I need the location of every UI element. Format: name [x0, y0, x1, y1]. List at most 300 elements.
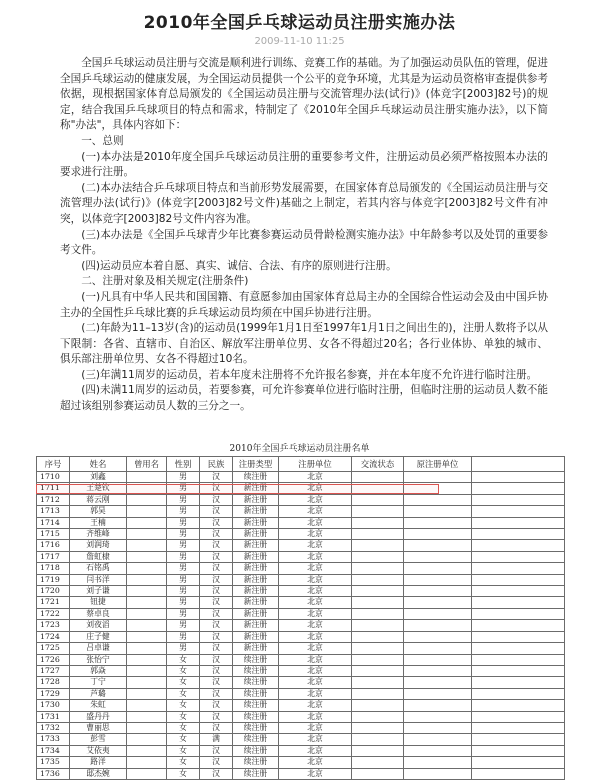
cell-registration-type: 新注册: [233, 597, 279, 608]
cell-ethnicity: 汉: [200, 517, 233, 528]
cell-name: 吕卓谦: [70, 643, 127, 654]
cell-blank: [472, 483, 565, 494]
cell-former-name: [127, 608, 167, 619]
row-highlight-box: [36, 484, 439, 494]
cell-original-unit: [404, 700, 472, 711]
cell-former-name: [127, 677, 167, 688]
cell-index: 1719: [37, 574, 70, 585]
cell-name: 王楚钦: [70, 483, 127, 494]
cell-index: 1716: [37, 540, 70, 551]
cell-registration-type: 新注册: [233, 551, 279, 562]
cell-registration-unit: 北京: [279, 517, 352, 528]
cell-gender: 男: [167, 608, 200, 619]
cell-index: 1736: [37, 768, 70, 779]
cell-gender: 男: [167, 643, 200, 654]
cell-transfer-status: [352, 563, 404, 574]
cell-former-name: [127, 757, 167, 768]
cell-index: 1720: [37, 586, 70, 597]
cell-registration-unit: 北京: [279, 586, 352, 597]
column-header-former-name: 曾用名: [127, 457, 167, 472]
cell-ethnicity: 汉: [200, 608, 233, 619]
cell-name: 刘鑫: [70, 472, 127, 483]
cell-transfer-status: [352, 529, 404, 540]
cell-transfer-status: [352, 722, 404, 733]
cell-registration-type: 新注册: [233, 517, 279, 528]
cell-registration-unit: 北京: [279, 665, 352, 676]
cell-registration-unit: 北京: [279, 506, 352, 517]
table-row: [37, 722, 565, 733]
cell-name: 邸杰婉: [70, 768, 127, 779]
cell-name: 钮捷: [70, 597, 127, 608]
cell-transfer-status: [352, 551, 404, 562]
cell-ethnicity: 汉: [200, 551, 233, 562]
cell-name: 路洋: [70, 757, 127, 768]
cell-ethnicity: 汉: [200, 574, 233, 585]
cell-gender: 男: [167, 529, 200, 540]
cell-ethnicity: 汉: [200, 711, 233, 722]
cell-registration-type: 新注册: [233, 586, 279, 597]
cell-registration-type: 新注册: [233, 608, 279, 619]
table-row: [37, 574, 565, 585]
cell-ethnicity: 汉: [200, 654, 233, 665]
cell-original-unit: [404, 494, 472, 505]
cell-transfer-status: [352, 654, 404, 665]
cell-original-unit: [404, 506, 472, 517]
table-row: [37, 517, 565, 528]
cell-former-name: [127, 551, 167, 562]
cell-former-name: [127, 643, 167, 654]
cell-original-unit: [404, 563, 472, 574]
paragraph-clause: (四)未满11周岁的运动员，若要参赛，可允许参赛单位进行临时注册，但临时注册的运动员人数不能超过该组别参赛运动员人数的三分之一。: [60, 384, 548, 413]
cell-former-name: [127, 665, 167, 676]
cell-blank: [472, 654, 565, 665]
table-row: [37, 551, 565, 562]
table-row: [37, 540, 565, 551]
cell-registration-unit: 北京: [279, 654, 352, 665]
cell-registration-type: 续注册: [233, 700, 279, 711]
cell-index: 1710: [37, 472, 70, 483]
cell-index: 1717: [37, 551, 70, 562]
cell-gender: 女: [167, 745, 200, 756]
cell-registration-unit: 北京: [279, 563, 352, 574]
cell-index: 1725: [37, 643, 70, 654]
table-row: [37, 563, 565, 574]
cell-name: 蔡卓良: [70, 608, 127, 619]
cell-ethnicity: 汉: [200, 688, 233, 699]
cell-original-unit: [404, 597, 472, 608]
cell-registration-type: 新注册: [233, 506, 279, 517]
cell-transfer-status: [352, 643, 404, 654]
table-row: [37, 620, 565, 631]
paragraph-intro: 全国乒乓球运动员注册与交流是顺利进行训练、竞赛工作的基础。为了加强运动员队伍的管理，促进全国乒乓球运动的健康发展，为全国运动员提供一个公平的竞争环境，尤其是为运动员资格审查提供参考依据，现根据国家体育总局颁发的《全国运动员注册与交流管理办法(试行)》(体竞字[2003]82号)的规定，结合我国乒乓球项目的特点和需求，特制定了《2010年全国乒乓球运动员注册实施办法》，以下简称"办法"，具体内容如下：: [60, 57, 548, 132]
cell-registration-type: 新注册: [233, 483, 279, 494]
table-row: [37, 665, 565, 676]
cell-original-unit: [404, 620, 472, 631]
cell-index: 1727: [37, 665, 70, 676]
cell-gender: 女: [167, 700, 200, 711]
cell-former-name: [127, 586, 167, 597]
cell-registration-unit: 北京: [279, 540, 352, 551]
cell-ethnicity: 汉: [200, 586, 233, 597]
cell-registration-unit: 北京: [279, 551, 352, 562]
cell-original-unit: [404, 643, 472, 654]
cell-original-unit: [404, 517, 472, 528]
cell-blank: [472, 540, 565, 551]
cell-transfer-status: [352, 700, 404, 711]
cell-transfer-status: [352, 586, 404, 597]
cell-name: 王楠: [70, 517, 127, 528]
cell-ethnicity: 汉: [200, 631, 233, 642]
cell-registration-type: 续注册: [233, 734, 279, 745]
cell-registration-type: 新注册: [233, 574, 279, 585]
cell-former-name: [127, 563, 167, 574]
roster-table: [36, 456, 565, 780]
cell-transfer-status: [352, 506, 404, 517]
cell-gender: 男: [167, 540, 200, 551]
roster-body: [37, 472, 565, 780]
cell-blank: [472, 551, 565, 562]
cell-blank: [472, 711, 565, 722]
cell-blank: [472, 734, 565, 745]
cell-gender: 男: [167, 620, 200, 631]
table-row: [37, 688, 565, 699]
cell-blank: [472, 722, 565, 733]
cell-gender: 女: [167, 734, 200, 745]
cell-index: 1712: [37, 494, 70, 505]
cell-gender: 男: [167, 597, 200, 608]
cell-former-name: [127, 722, 167, 733]
section-heading-registration: 二、注册对象及相关规定(注册条件): [81, 275, 249, 288]
cell-registration-type: 新注册: [233, 643, 279, 654]
cell-transfer-status: [352, 620, 404, 631]
cell-registration-unit: 北京: [279, 677, 352, 688]
cell-ethnicity: 满: [200, 734, 233, 745]
cell-ethnicity: 汉: [200, 768, 233, 779]
column-header-blank: [472, 457, 565, 472]
cell-original-unit: [404, 757, 472, 768]
cell-name: 郭昊: [70, 506, 127, 517]
cell-gender: 男: [167, 517, 200, 528]
cell-gender: 女: [167, 711, 200, 722]
cell-blank: [472, 494, 565, 505]
cell-original-unit: [404, 768, 472, 779]
cell-former-name: [127, 597, 167, 608]
cell-blank: [472, 586, 565, 597]
cell-gender: 女: [167, 757, 200, 768]
cell-registration-unit: 北京: [279, 745, 352, 756]
cell-gender: 女: [167, 677, 200, 688]
cell-name: 刘夜滔: [70, 620, 127, 631]
cell-blank: [472, 608, 565, 619]
cell-blank: [472, 745, 565, 756]
publish-date: 2009-11-10 11:25: [254, 36, 345, 47]
cell-former-name: [127, 494, 167, 505]
cell-transfer-status: [352, 734, 404, 745]
paragraph-clause: (三)年满11周岁的运动员，若本年度未注册将不允许报名参赛，并在本年度不允许进行临时注册。: [81, 368, 538, 381]
cell-blank: [472, 620, 565, 631]
cell-registration-unit: 北京: [279, 757, 352, 768]
table-row: [37, 757, 565, 768]
column-header-index: 序号: [37, 457, 70, 472]
cell-name: 石铭禹: [70, 563, 127, 574]
cell-blank: [472, 506, 565, 517]
cell-transfer-status: [352, 540, 404, 551]
cell-registration-type: 新注册: [233, 631, 279, 642]
cell-gender: 男: [167, 574, 200, 585]
cell-name: 彭雪: [70, 734, 127, 745]
cell-gender: 男: [167, 506, 200, 517]
cell-blank: [472, 757, 565, 768]
table-row: [37, 768, 565, 779]
cell-blank: [472, 700, 565, 711]
cell-registration-type: 续注册: [233, 768, 279, 779]
cell-name: 张怡宁: [70, 654, 127, 665]
cell-index: 1713: [37, 506, 70, 517]
table-row: [37, 597, 565, 608]
cell-transfer-status: [352, 711, 404, 722]
cell-name: 詹虹棣: [70, 551, 127, 562]
cell-index: 1734: [37, 745, 70, 756]
cell-blank: [472, 631, 565, 642]
cell-name: 蒋云刚: [70, 494, 127, 505]
cell-transfer-status: [352, 472, 404, 483]
cell-name: 刘子谦: [70, 586, 127, 597]
cell-blank: [472, 517, 565, 528]
cell-original-unit: [404, 665, 472, 676]
cell-index: 1721: [37, 597, 70, 608]
cell-original-unit: [404, 574, 472, 585]
cell-transfer-status: [352, 608, 404, 619]
paragraph-clause: (二)年龄为11–13岁(含)的运动员(1999年1月1日至1997年1月1日之间出生的)，注册人数将予以从下限制：各省、直辖市、自治区、解放军注册单位男、女各不得超过20名；各行业体协、单独的城市、俱乐部注册单位男、女各不得超过10名。: [60, 322, 548, 366]
cell-gender: 女: [167, 768, 200, 779]
cell-ethnicity: 汉: [200, 757, 233, 768]
column-header-gender: 性别: [167, 457, 200, 472]
cell-original-unit: [404, 677, 472, 688]
cell-name: 丁宁: [70, 677, 127, 688]
cell-blank: [472, 472, 565, 483]
cell-gender: 女: [167, 722, 200, 733]
table-row: [37, 506, 565, 517]
cell-registration-type: 续注册: [233, 665, 279, 676]
cell-original-unit: [404, 529, 472, 540]
column-header-registration-unit: 注册单位: [279, 457, 352, 472]
cell-name: 闫书洋: [70, 574, 127, 585]
cell-registration-type: 新注册: [233, 529, 279, 540]
cell-original-unit: [404, 722, 472, 733]
cell-original-unit: [404, 734, 472, 745]
cell-original-unit: [404, 472, 472, 483]
cell-transfer-status: [352, 688, 404, 699]
cell-registration-type: 新注册: [233, 620, 279, 631]
cell-former-name: [127, 529, 167, 540]
cell-registration-unit: 北京: [279, 768, 352, 779]
table-row: [37, 734, 565, 745]
cell-gender: 男: [167, 483, 200, 494]
cell-index: 1724: [37, 631, 70, 642]
paragraph-clause: (一)本办法是2010年度全国乒乓球运动员注册的重要参考文件，注册运动员必须严格按照本办法的要求进行注册。: [60, 150, 548, 179]
cell-index: 1718: [37, 563, 70, 574]
cell-registration-unit: 北京: [279, 494, 352, 505]
cell-blank: [472, 665, 565, 676]
cell-transfer-status: [352, 677, 404, 688]
cell-transfer-status: [352, 597, 404, 608]
paragraph-clause: (三)本办法是《全国乒乓球青少年比赛参赛运动员骨龄检测实施办法》中年龄参考以及处罚的重要参考文件。: [60, 228, 548, 257]
cell-index: 1729: [37, 688, 70, 699]
cell-registration-type: 续注册: [233, 688, 279, 699]
cell-index: 1730: [37, 700, 70, 711]
cell-registration-unit: 北京: [279, 711, 352, 722]
table-row: [37, 643, 565, 654]
cell-index: 1728: [37, 677, 70, 688]
cell-index: 1723: [37, 620, 70, 631]
cell-ethnicity: 汉: [200, 494, 233, 505]
cell-gender: 男: [167, 472, 200, 483]
cell-name: 芦璐: [70, 688, 127, 699]
column-header-transfer-status: 交流状态: [352, 457, 404, 472]
cell-gender: 女: [167, 665, 200, 676]
cell-name: 盛丹丹: [70, 711, 127, 722]
cell-index: 1732: [37, 722, 70, 733]
cell-transfer-status: [352, 517, 404, 528]
table-row: [37, 631, 565, 642]
table-row: [37, 677, 565, 688]
cell-gender: 女: [167, 688, 200, 699]
cell-former-name: [127, 472, 167, 483]
cell-registration-unit: 北京: [279, 483, 352, 494]
cell-registration-unit: 北京: [279, 472, 352, 483]
cell-ethnicity: 汉: [200, 620, 233, 631]
cell-registration-unit: 北京: [279, 608, 352, 619]
cell-registration-type: 续注册: [233, 722, 279, 733]
cell-ethnicity: 汉: [200, 597, 233, 608]
table-row: [37, 472, 565, 483]
cell-former-name: [127, 540, 167, 551]
roster-header-row: [37, 457, 565, 472]
cell-name: 朱虹: [70, 700, 127, 711]
cell-original-unit: [404, 711, 472, 722]
cell-registration-unit: 北京: [279, 722, 352, 733]
table-row: [37, 745, 565, 756]
cell-registration-unit: 北京: [279, 529, 352, 540]
cell-transfer-status: [352, 768, 404, 779]
cell-gender: 男: [167, 631, 200, 642]
cell-registration-unit: 北京: [279, 734, 352, 745]
cell-ethnicity: 汉: [200, 563, 233, 574]
cell-name: 刘润琦: [70, 540, 127, 551]
cell-ethnicity: 汉: [200, 745, 233, 756]
cell-transfer-status: [352, 631, 404, 642]
cell-gender: 男: [167, 494, 200, 505]
cell-registration-unit: 北京: [279, 700, 352, 711]
cell-ethnicity: 汉: [200, 700, 233, 711]
cell-blank: [472, 688, 565, 699]
cell-registration-type: 新注册: [233, 563, 279, 574]
table-row: [37, 700, 565, 711]
cell-original-unit: [404, 654, 472, 665]
cell-transfer-status: [352, 665, 404, 676]
cell-gender: 女: [167, 654, 200, 665]
table-row: [37, 529, 565, 540]
article-title: 2010年全国乒乓球运动员注册实施办法: [143, 13, 456, 33]
cell-registration-unit: 北京: [279, 688, 352, 699]
cell-name: 郭焱: [70, 665, 127, 676]
cell-registration-unit: 北京: [279, 631, 352, 642]
cell-registration-type: 续注册: [233, 757, 279, 768]
cell-ethnicity: 汉: [200, 472, 233, 483]
table-row: [37, 654, 565, 665]
cell-ethnicity: 汉: [200, 665, 233, 676]
cell-registration-type: 续注册: [233, 654, 279, 665]
cell-index: 1731: [37, 711, 70, 722]
cell-former-name: [127, 688, 167, 699]
cell-gender: 男: [167, 563, 200, 574]
cell-registration-type: 新注册: [233, 540, 279, 551]
cell-blank: [472, 529, 565, 540]
paragraph-clause: (一)凡具有中华人民共和国国籍、有意愿参加由国家体育总局主办的全国综合性运动会及由中国乒协主办的全国性乒乓球比赛的乒乓球运动员均须在中国乒协进行注册。: [60, 290, 548, 319]
cell-blank: [472, 597, 565, 608]
cell-index: 1735: [37, 757, 70, 768]
cell-former-name: [127, 517, 167, 528]
cell-registration-unit: 北京: [279, 574, 352, 585]
cell-ethnicity: 汉: [200, 540, 233, 551]
cell-gender: 男: [167, 551, 200, 562]
cell-name: 齐维峰: [70, 529, 127, 540]
cell-registration-type: 续注册: [233, 711, 279, 722]
cell-index: 1726: [37, 654, 70, 665]
cell-former-name: [127, 506, 167, 517]
cell-former-name: [127, 574, 167, 585]
column-header-ethnicity: 民族: [200, 457, 233, 472]
table-row: [37, 608, 565, 619]
cell-registration-unit: 北京: [279, 620, 352, 631]
cell-original-unit: [404, 745, 472, 756]
cell-blank: [472, 677, 565, 688]
table-row: [37, 711, 565, 722]
cell-blank: [472, 643, 565, 654]
cell-former-name: [127, 768, 167, 779]
cell-index: 1715: [37, 529, 70, 540]
column-header-original-unit: 原注册单位: [404, 457, 472, 472]
cell-original-unit: [404, 540, 472, 551]
cell-ethnicity: 汉: [200, 483, 233, 494]
cell-original-unit: [404, 688, 472, 699]
cell-ethnicity: 汉: [200, 677, 233, 688]
cell-registration-type: 续注册: [233, 472, 279, 483]
cell-former-name: [127, 620, 167, 631]
cell-index: 1711: [37, 483, 70, 494]
cell-name: 庄子健: [70, 631, 127, 642]
cell-former-name: [127, 734, 167, 745]
cell-registration-type: 续注册: [233, 745, 279, 756]
cell-name: 艾依夷: [70, 745, 127, 756]
section-heading-general: 一、总则: [81, 134, 124, 147]
cell-former-name: [127, 711, 167, 722]
cell-transfer-status: [352, 574, 404, 585]
cell-blank: [472, 563, 565, 574]
cell-blank: [472, 574, 565, 585]
cell-former-name: [127, 745, 167, 756]
cell-ethnicity: 汉: [200, 643, 233, 654]
cell-transfer-status: [352, 745, 404, 756]
cell-ethnicity: 汉: [200, 529, 233, 540]
cell-original-unit: [404, 631, 472, 642]
column-header-name: 姓名: [70, 457, 127, 472]
column-header-registration-type: 注册类型: [233, 457, 279, 472]
cell-name: 曹丽思: [70, 722, 127, 733]
cell-index: 1733: [37, 734, 70, 745]
cell-original-unit: [404, 551, 472, 562]
article-body: [60, 56, 548, 415]
